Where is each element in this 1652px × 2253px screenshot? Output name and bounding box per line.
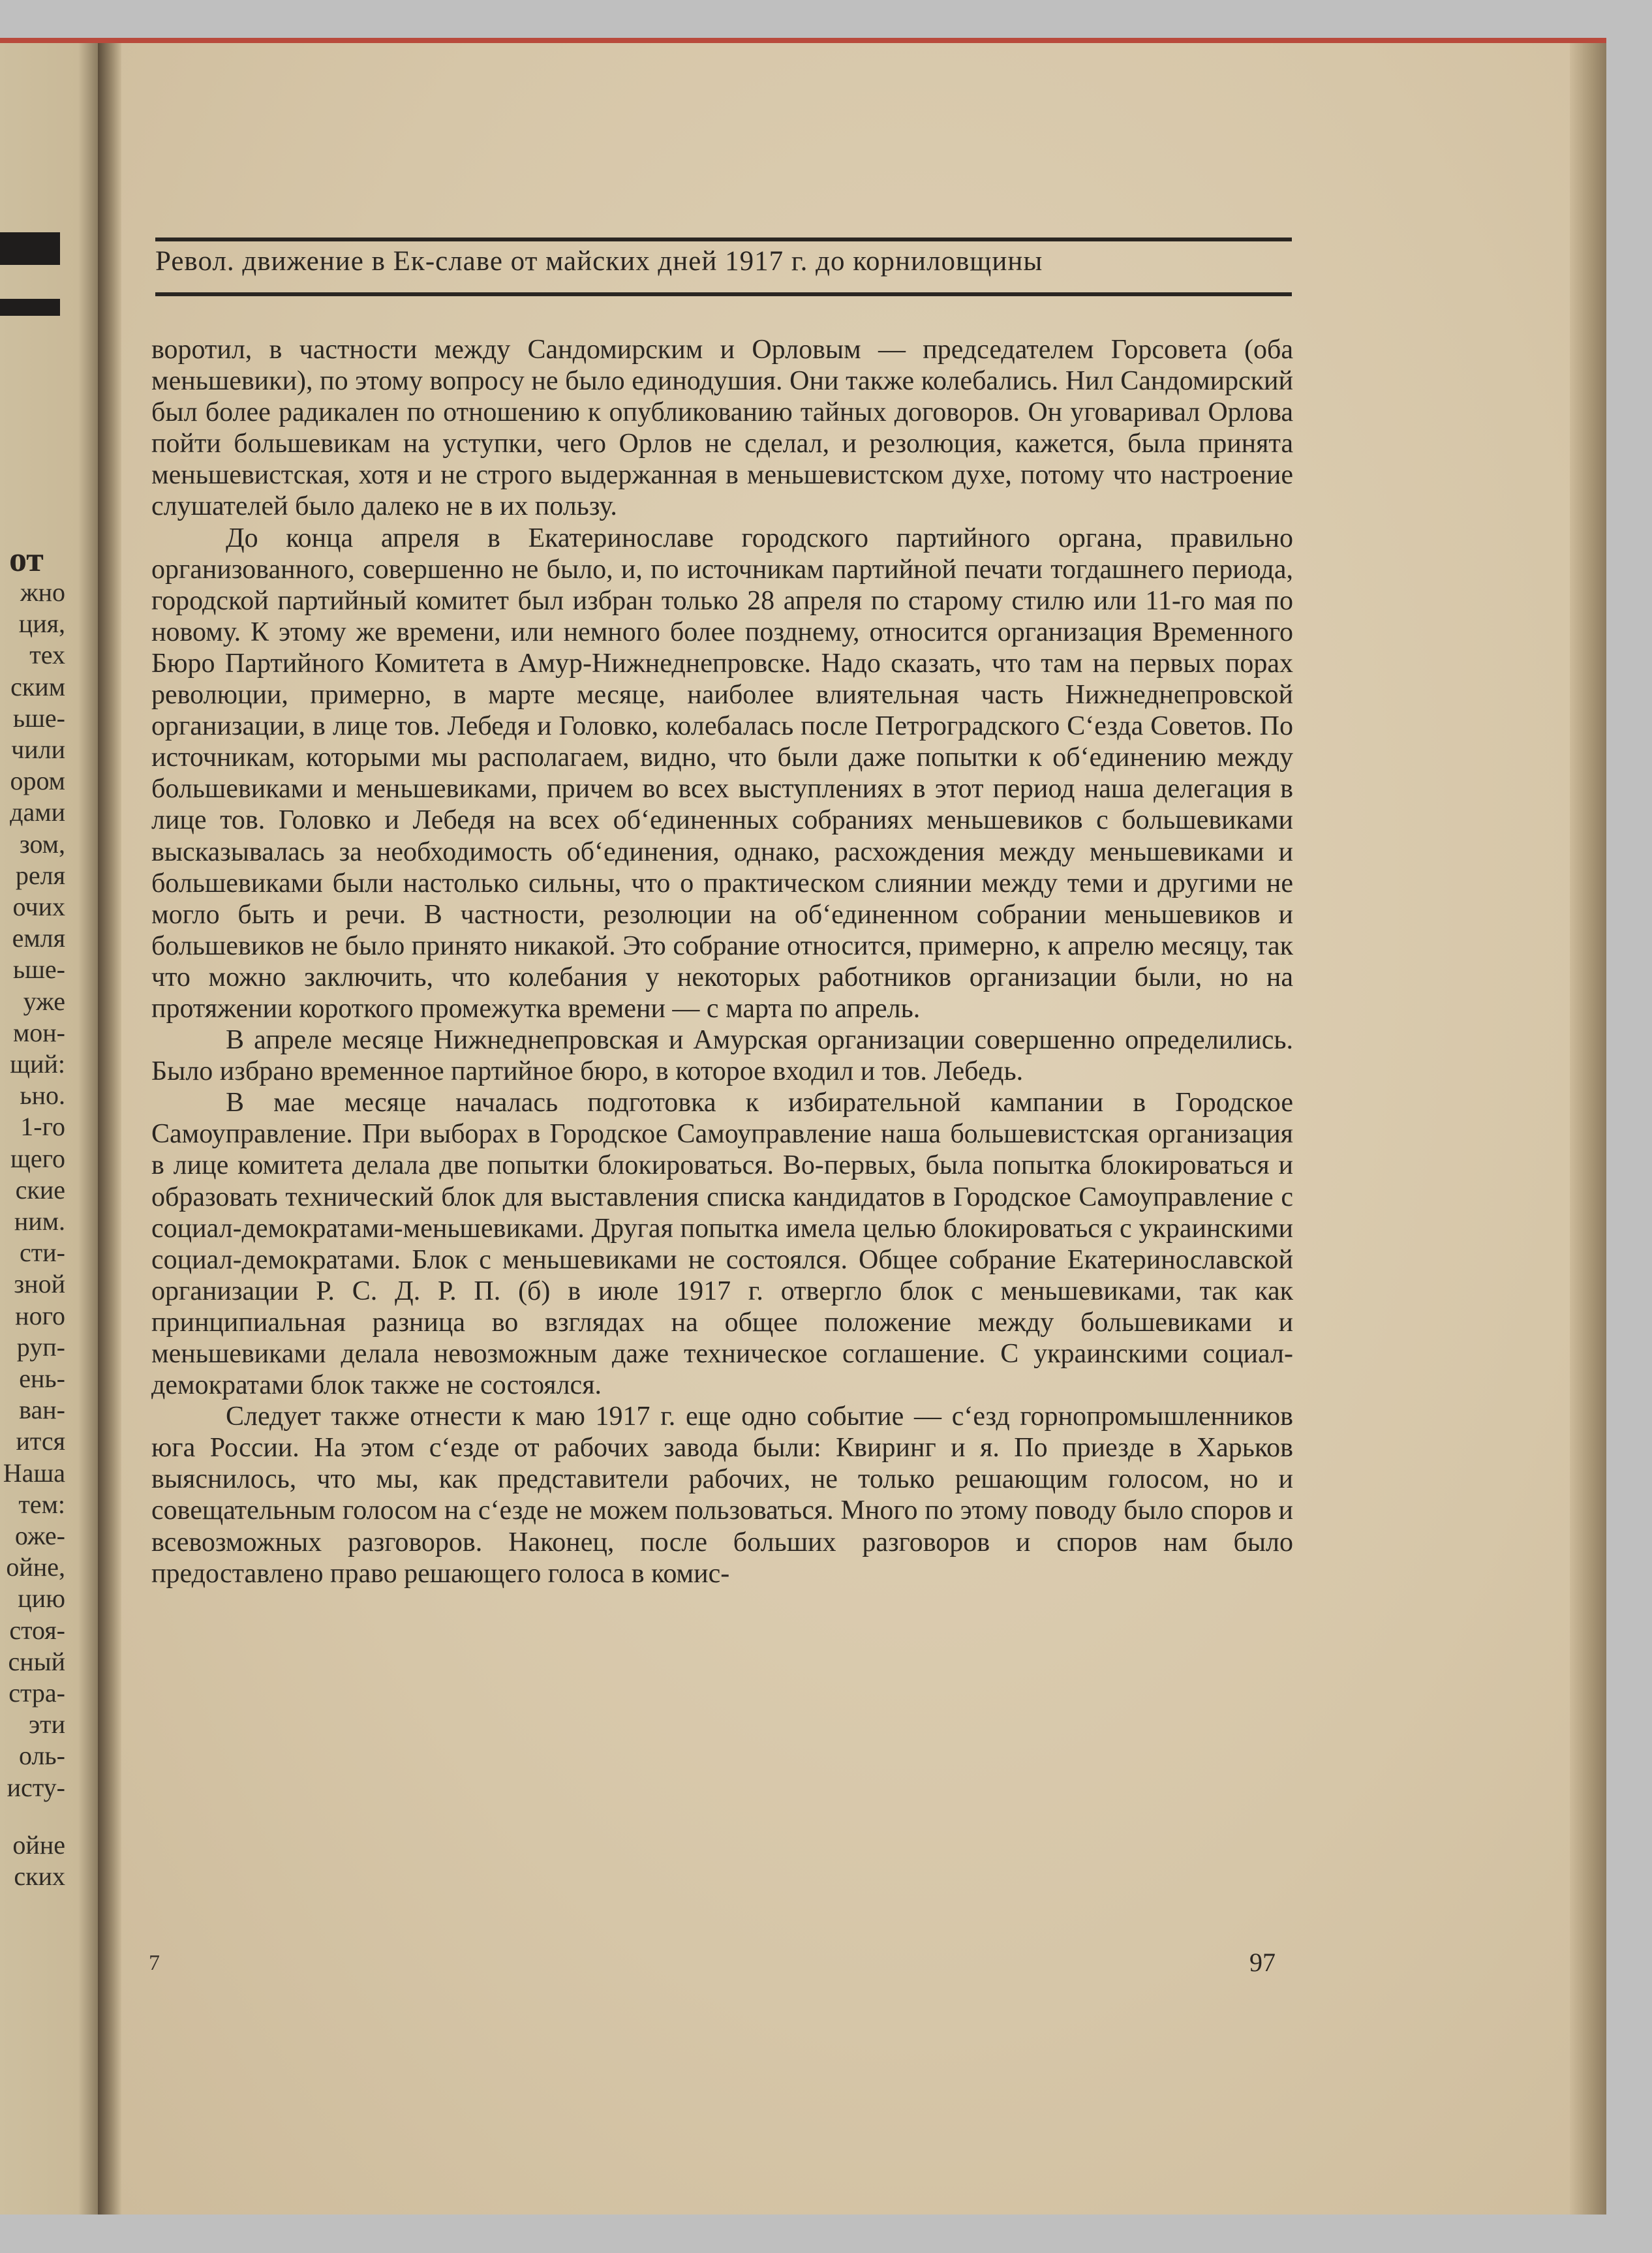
left-line-fragment: 1-го [20,1112,65,1142]
left-line-fragment: цию [18,1584,65,1614]
left-line-fragment: зом, [19,829,65,859]
left-line-fragment: ских [14,1862,65,1891]
left-line-fragment: эти [28,1709,65,1740]
left-line-fragment: ним. [14,1206,65,1236]
heading-rule-fragment [0,232,60,265]
left-line-fragment: ция, [18,609,65,639]
left-line-fragment: оже- [14,1521,65,1550]
page-body [151,334,1293,1589]
left-line-fragment: ьше- [12,955,65,985]
left-line-fragment: тем: [18,1489,65,1519]
left-line-fragment: ские [15,1174,65,1204]
header-bottom-rule [155,292,1292,296]
paragraph: В мае месяце началась подготовка к избирательной кампании в Городское Самоуправление. При выборах в Городское Самоуправление наша большевистская организация в лице комитета делала две попытки блокироваться. Во-первых, была попытка блокироваться и образовать технический блок для выставления списка кандидатов в Городское Самоуправление с социал-демократами-меньшевиками. Другая попытка имела целью блокироваться с украинскими социал-демократами. Блок с меньшевиками не состоялся. Общее собрание Екатеринославской организации Р. С. Д. Р. П. (б) в июле 1917 г. отвергло блок с меньшевиками, так как принципиальная разница во взглядах на общее положение между большевиками и меньшевиками делала невозможным даже техническое соглашение. С украинскими социал-демократами блок также не состоялся. [151,1088,1293,1401]
left-line-fragment: щего [10,1143,65,1173]
paragraph: воротил, в частности между Сандомирским и Орловым — председателем Горсовета (оба меньшевики), по этому вопросу не было единодушия. Они также колебались. Нил Сандомирский был более радикален по отношению к опубликованию тайных договоров. Он уговаривал Орлова пойти большевикам на уступки, чего Орлов не сделал, и резолюция, кажется, была принята меньшевистская, хотя и не строго выдержанная в меньшевистском духе, потому что настроение слушателей было далеко не в их пользу. [151,335,1293,522]
paragraph: До конца апреля в Екатеринославе городского партийного органа, правильно организованного, совершенно не было, и, по источникам партийной печати тогдашнего периода, городской партийный комитет был избран только 28 апреля по старому стилю или 11-го мая по новому. К этому же времени, или немного более позднему, относится организация Временного Бюро Партийного Комитета в Амур-Нижнеднепровске. Надо сказать, что там на первых порах революции, примерно, в марте месяце, наиболее влиятельная часть Нижнеднепровской организации, в лице тов. Лебедя и Головко, колебалась после Петроградского С‘езда Советов. По источникам, которыми мы располагаем, видно, что были даже попытки к об‘единению между большевиками и меньшевиками, причем во всех выступлениях в этот период наша делегация в лице тов. Головко и Лебедя на всех об‘единенных собраниях меньшевиков с большевиками высказывалась за необходимость об‘единения, однако, расхождения между меньшевиками и большевиками были настолько сильны, что о практическом слиянии между теми и другими не могло быть и речи. В частности, резолюции на об‘единенном собрании меньшевиков и большевиков не было принято никакой. Это собрание относится, примерно, к апрелю месяцу, так что можно заключить, что колебания у некоторых работников организации были, но на протяжении короткого промежутка времени — с марта по апрель. [151,523,1293,1024]
left-line-fragment: мон- [12,1017,65,1047]
left-line-fragment: стоя- [9,1615,65,1645]
signature-mark: 7 [149,1951,160,1975]
left-line-fragment: ским [10,671,65,701]
paragraph: Следует также отнести к маю 1917 г. еще одно событие — с‘езд горнопромышленников юга России. На этом с‘езде от рабочих завода были: Квиринг и я. По приезде в Харьков выяснилось, что мы, как представители рабочих, не только решающим голосом, но и совещательным голосом на с‘езде не можем пользоваться. Много по этому поводу было споров и всевозможных разговоров. Наконец, после больших разговоров и споров нам было предоставлено право решающего голоса в комис- [151,1402,1293,1589]
running-header [155,245,1292,277]
left-line-fragment: ором [10,766,65,796]
page-number: 97 [1249,1948,1276,1977]
left-page-edge [0,43,98,2215]
left-line-fragment: чили [11,735,65,764]
left-line-fragment: ойне [12,1830,65,1860]
left-line-fragment: реля [15,860,65,890]
left-line-fragment: емля [12,923,65,953]
left-line-fragment: исту- [7,1772,65,1802]
left-line-fragment: щий: [10,1049,65,1079]
left-line-fragment: сный [8,1646,65,1676]
left-line-fragment: ень- [19,1364,65,1393]
left-line-fragment: дами [10,797,65,827]
left-line-fragment: ойне, [6,1552,65,1582]
heading-rule-fragment [0,299,60,316]
page-edge-shadow [1570,43,1606,2215]
left-heading-fragment: от [9,540,44,579]
left-line-fragment: жно [20,577,65,607]
left-line-fragment: ван- [19,1395,65,1425]
book-cover-edge [0,38,1606,43]
paragraph: В апреле месяце Нижнеднепровская и Амурская организации совершенно определились. Было избрано временное партийное бюро, в которое входил и тов. Лебедь. [151,1025,1293,1087]
book-gutter [98,43,121,2215]
left-line-fragment: руп- [16,1332,65,1362]
left-line-fragment: уже [23,986,65,1016]
left-line-fragment: ьно. [20,1081,65,1111]
header-top-rule [155,238,1292,241]
left-line-fragment: зной [14,1269,65,1299]
left-line-fragment: сти- [20,1238,65,1268]
running-header-text: Револ. движение в Ек-славе от майских дней 1917 г. до корниловщины [155,246,1043,277]
left-line-fragment: ного [15,1300,65,1330]
left-line-fragment: оль- [19,1741,65,1771]
left-line-fragment: тех [29,640,65,670]
left-line-fragment: Наша [3,1458,65,1488]
left-line-fragment: стра- [8,1678,65,1708]
left-line-fragment: ится [16,1426,65,1456]
left-line-fragment: ьше- [12,703,65,733]
left-line-fragment: очих [12,892,65,921]
